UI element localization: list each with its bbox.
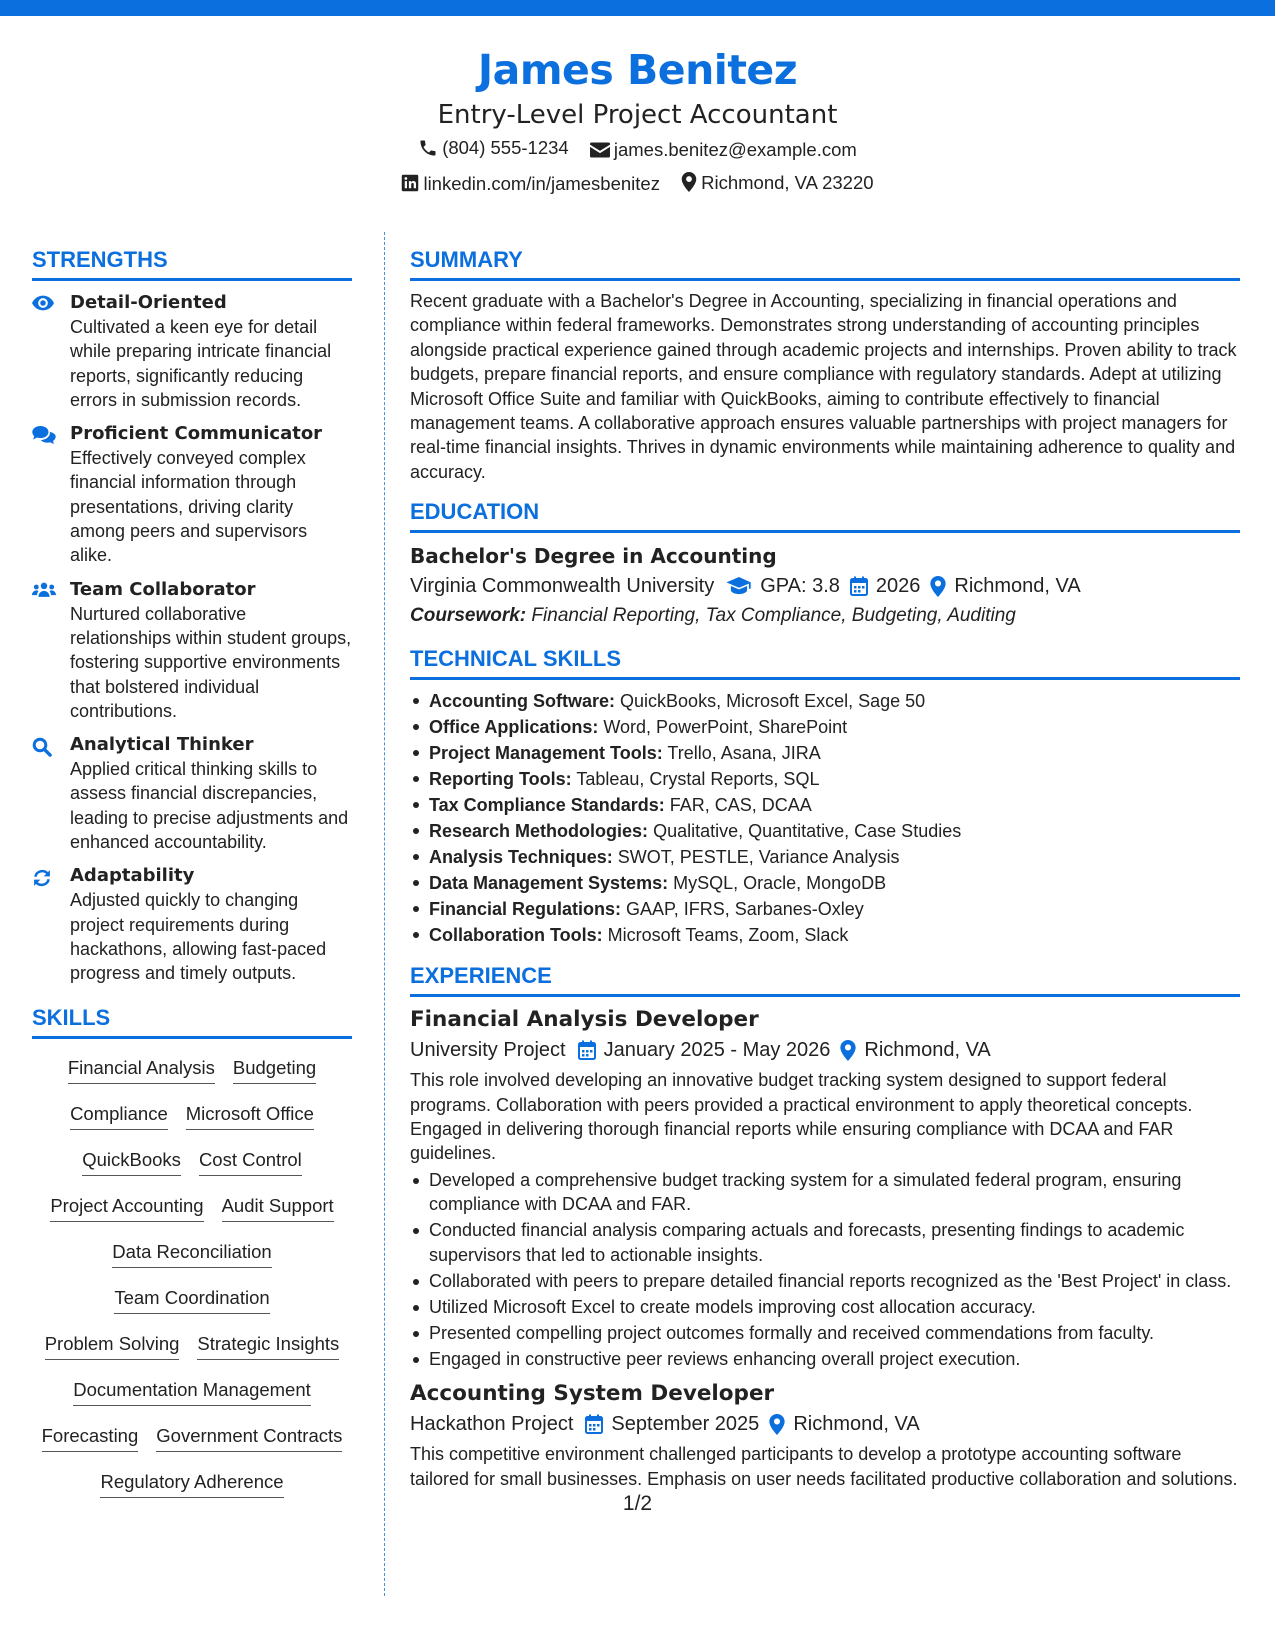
- strength-description: Adjusted quickly to changing project requirements during hackathons, allowing fast-paced progress and timely outputs.: [70, 890, 327, 984]
- job-description: This competitive environment challenged participants to develop a prototype accounting software tailored for small businesses. Emphasis on user needs facilitated productive collaboration and solutions.: [410, 1444, 1238, 1489]
- skill-values: SWOT, PESTLE, Variance Analysis: [617, 847, 900, 868]
- list-item: [410, 714, 1240, 740]
- job-organization: University Project: [410, 1039, 566, 1062]
- strength-description: Effectively conveyed complex financial information through presentations, driving clarity among peers and supervisors alike.: [70, 448, 308, 566]
- location-item: [681, 167, 873, 198]
- summary-text: Recent graduate with a Bachelor's Degree in Accounting, specializing in financial operations and compliance within federal frameworks. Demonstrates strong understanding of accounting principles alongside practical experience gained through academic projects and internships. Proven ability to track budgets, prepare financial reports, and ensure compliance with regulatory standards. Adept at utilizing Microsoft Office Suite and familiar with QuickBooks, aiming to contribute effectively to financial management teams. A collaborative approach ensures valuable partnerships with project managers for real-time financial insights. Thrives in dynamic environments while maintaining adherence to quality and accuracy.: [410, 291, 1237, 482]
- education-meta: [410, 571, 1240, 601]
- list-item: [410, 688, 1240, 714]
- list-item: [410, 740, 1240, 766]
- left-column: [32, 246, 352, 1507]
- comments-icon: [32, 426, 56, 444]
- job-organization: Hackathon Project: [410, 1413, 574, 1436]
- skill-tag: Documentation Management: [73, 1377, 311, 1406]
- contact-line-2: [0, 167, 1275, 202]
- job-entry: [410, 1005, 1240, 1371]
- candidate-title: Entry-Level Project Accountant: [437, 100, 838, 130]
- right-column: [410, 246, 1240, 1491]
- strength-name: Team Collaborator: [70, 578, 256, 600]
- technical-skills-heading: TECHNICAL SKILLS: [410, 645, 1240, 680]
- experience-heading: EXPERIENCE: [410, 962, 1240, 997]
- map-pin-icon: [930, 576, 946, 597]
- phone-item: [418, 132, 569, 163]
- skill-tag: Cost Control: [199, 1147, 302, 1176]
- strength-item: [32, 422, 352, 567]
- list-item: [410, 766, 1240, 792]
- list-item: [410, 870, 1240, 896]
- search-icon: [32, 737, 52, 757]
- strength-name: Adaptability: [70, 865, 195, 887]
- eye-icon: [32, 295, 54, 311]
- skill-tag: Strategic Insights: [197, 1331, 339, 1360]
- skill-tag: Regulatory Adherence: [100, 1469, 283, 1498]
- education-section: [410, 498, 1240, 631]
- skill-tag: Budgeting: [233, 1055, 316, 1084]
- skill-tag: Problem Solving: [45, 1331, 180, 1360]
- job-meta: [410, 1409, 1240, 1439]
- job-title: Financial Analysis Developer: [410, 1007, 759, 1033]
- skill-values: QuickBooks, Microsoft Excel, Sage 50: [620, 691, 926, 712]
- list-item: [410, 896, 1240, 922]
- skill-tag: Government Contracts: [156, 1423, 342, 1452]
- linkedin-url[interactable]: linkedin.com/in/jamesbenitez: [423, 172, 660, 194]
- skill-tag: Microsoft Office: [186, 1101, 314, 1130]
- job-title: Accounting System Developer: [410, 1381, 775, 1407]
- gpa-text: GPA: 3.8: [760, 575, 840, 598]
- list-item: Presented compelling project outcomes formally and received commendations from faculty.: [410, 1321, 1240, 1345]
- linkedin-icon: [401, 174, 419, 192]
- email-item[interactable]: [590, 134, 857, 165]
- skills-list: [32, 1047, 352, 1507]
- technical-skills-section: [410, 645, 1240, 948]
- page-number: 1/2: [622, 1492, 653, 1515]
- skill-values: MySQL, Oracle, MongoDB: [673, 873, 887, 894]
- job-description: This role involved developing an innovative budget tracking system designed to support federal programs. Collaboration with peers provided a practical environment to apply theoretical concepts. Engaged in delivering thorough financial reports while ensuring compliance with DCAA and FAR guidelines.: [410, 1070, 1193, 1164]
- phone-number: (804) 555-1234: [442, 137, 569, 158]
- skill-category: Research Methodologies:: [429, 821, 649, 842]
- skill-category: Reporting Tools:: [429, 769, 572, 790]
- skill-tag: Data Reconciliation: [112, 1239, 271, 1268]
- job-location: Richmond, VA: [864, 1039, 991, 1062]
- skill-tag: Team Coordination: [114, 1285, 269, 1314]
- skill-category: Office Applications:: [429, 717, 599, 738]
- skill-category: Accounting Software:: [429, 691, 616, 712]
- list-item: Developed a comprehensive budget tracking system for a simulated federal program, ensuring compliance with DCAA and FAR.: [410, 1168, 1240, 1217]
- experience-section: [410, 962, 1240, 1491]
- map-pin-icon: [840, 1040, 856, 1061]
- job-dates: September 2025: [611, 1413, 760, 1436]
- skill-category: Tax Compliance Standards:: [429, 795, 665, 816]
- list-item: [410, 818, 1240, 844]
- calendar-icon: [850, 576, 868, 596]
- top-accent-bar: [0, 0, 1275, 16]
- candidate-name: James Benitez: [477, 46, 798, 94]
- skill-category: Data Management Systems:: [429, 873, 669, 894]
- education-heading: EDUCATION: [410, 498, 1240, 533]
- graduation-cap-icon: [726, 577, 752, 595]
- job-dates: January 2025 - May 2026: [603, 1039, 831, 1062]
- contact-line-1: [0, 132, 1275, 167]
- skill-tag: QuickBooks: [82, 1147, 181, 1176]
- skill-tag: Project Accounting: [50, 1193, 203, 1222]
- summary-heading: SUMMARY: [410, 246, 1240, 281]
- job-bullets: [410, 1168, 1240, 1371]
- technical-skills-list: [410, 688, 1240, 948]
- calendar-icon: [585, 1414, 603, 1434]
- users-icon: [32, 582, 56, 598]
- strength-item: [32, 864, 352, 985]
- column-divider: [384, 232, 385, 1596]
- school-location: Richmond, VA: [954, 575, 1081, 598]
- list-item: Collaborated with peers to prepare detailed financial reports recognized as the 'Best Project' in class.: [410, 1269, 1240, 1293]
- skill-values: GAAP, IFRS, Sarbanes-Oxley: [626, 899, 864, 920]
- strength-item: [32, 733, 352, 854]
- graduation-year: 2026: [875, 575, 921, 598]
- calendar-icon: [578, 1040, 596, 1060]
- resume-header: [0, 44, 1275, 201]
- skill-category: Collaboration Tools:: [429, 925, 603, 946]
- strength-item: [32, 291, 352, 412]
- skill-tag: Forecasting: [42, 1423, 139, 1452]
- strength-name: Detail-Oriented: [70, 292, 227, 313]
- skill-tag: Compliance: [70, 1101, 168, 1130]
- envelope-icon: [590, 142, 610, 158]
- skill-values: Trello, Asana, JIRA: [667, 743, 821, 764]
- job-meta: [410, 1035, 1240, 1065]
- list-item: [410, 844, 1240, 870]
- list-item: Utilized Microsoft Excel to create models improving cost allocation accuracy.: [410, 1295, 1240, 1319]
- strength-item: [32, 578, 352, 723]
- skill-values: Tableau, Crystal Reports, SQL: [576, 769, 820, 790]
- coursework-line: [410, 601, 1240, 631]
- list-item: Engaged in constructive peer reviews enhancing overall project execution.: [410, 1347, 1240, 1371]
- skill-values: Microsoft Teams, Zoom, Slack: [607, 925, 849, 946]
- skill-tag: Audit Support: [222, 1193, 334, 1222]
- skill-category: Project Management Tools:: [429, 743, 663, 764]
- skill-category: Financial Regulations:: [429, 899, 622, 920]
- email-address[interactable]: james.benitez@example.com: [613, 139, 857, 160]
- strength-name: Analytical Thinker: [70, 734, 254, 756]
- strength-description: Nurtured collaborative relationships within student groups, fostering supportive environments that bolstered individual contributions.: [70, 603, 352, 721]
- skill-values: Word, PowerPoint, SharePoint: [603, 717, 848, 738]
- degree-name: Bachelor's Degree in Accounting: [410, 544, 777, 569]
- list-item: [410, 922, 1240, 948]
- map-pin-icon: [681, 172, 697, 192]
- skill-tag: Financial Analysis: [68, 1055, 215, 1084]
- coursework-list: Financial Reporting, Tax Compliance, Budgeting, Auditing: [531, 605, 1016, 627]
- job-entry: [410, 1379, 1240, 1491]
- location-text: Richmond, VA 23220: [701, 171, 874, 193]
- strength-description: Cultivated a keen eye for detail while preparing intricate financial reports, significantly reducing errors in submission records.: [70, 317, 332, 410]
- strength-name: Proficient Communicator: [70, 423, 323, 445]
- phone-icon: [418, 138, 438, 158]
- skills-heading: SKILLS: [32, 1004, 352, 1039]
- school-name: Virginia Commonwealth University: [410, 575, 715, 598]
- strengths-heading: STRENGTHS: [32, 246, 352, 281]
- skill-values: FAR, CAS, DCAA: [669, 795, 812, 816]
- list-item: Conducted financial analysis comparing actuals and forecasts, presenting findings to academic supervisors that led to actionable insights.: [410, 1218, 1240, 1267]
- linkedin-item[interactable]: [401, 168, 660, 199]
- list-item: [410, 792, 1240, 818]
- sync-icon: [32, 868, 52, 888]
- job-location: Richmond, VA: [793, 1413, 920, 1436]
- coursework-label: Coursework:: [410, 605, 527, 627]
- skill-category: Analysis Techniques:: [429, 847, 613, 868]
- map-pin-icon: [769, 1414, 785, 1435]
- skill-values: Qualitative, Quantitative, Case Studies: [653, 821, 962, 842]
- strength-description: Applied critical thinking skills to assess financial discrepancies, leading to precise adjustments and enhanced accountability.: [70, 759, 349, 853]
